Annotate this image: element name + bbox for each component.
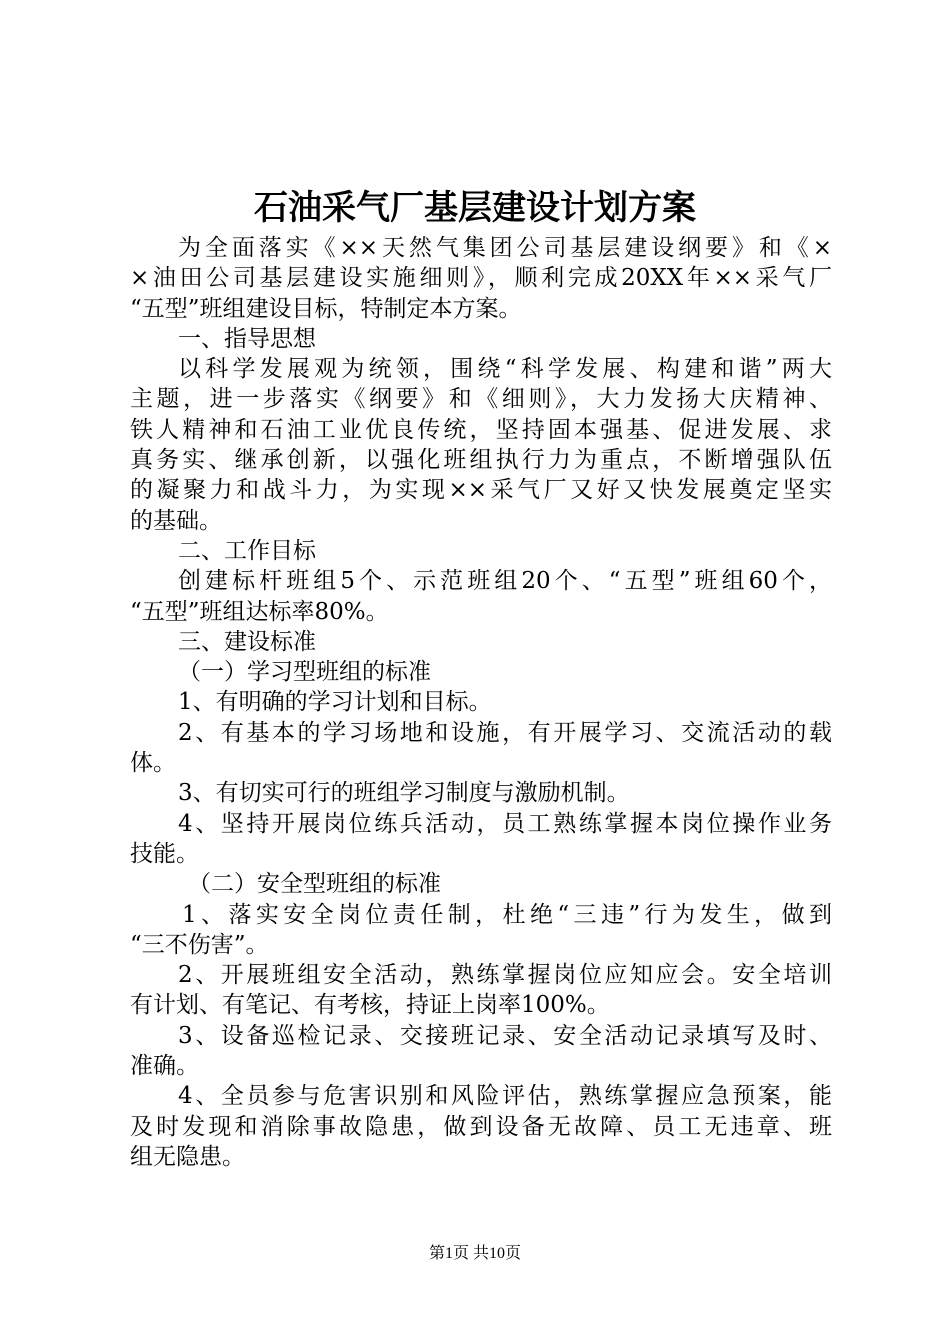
text-line: “五型”班组达标率80%。: [130, 598, 389, 625]
list-item: 4、全员参与危害识别和风险评估，熟练掌握应急预案，能: [178, 1083, 832, 1110]
page-footer: 第1页 共10页: [428, 1245, 521, 1262]
list-item: 3、设备巡检记录、交接班记录、安全活动记录填写及时、: [178, 1022, 832, 1049]
list-item: 2、有基本的学习场地和设施，有开展学习、交流活动的载: [178, 719, 832, 746]
text-line: “五型”班组建设目标，特制定本方案。: [130, 295, 522, 322]
text-line: 为全面落实《××天然气集团公司基层建设纲要》和《×: [178, 235, 832, 261]
text-line: 组无隐患。: [130, 1143, 245, 1170]
section-heading: 一、指导思想: [178, 325, 316, 352]
text-line: 体。: [130, 750, 176, 777]
section-heading: 二、工作目标: [178, 537, 316, 564]
text-line: 创建标杆班组5个、示范班组20个、“五型”班组60个，: [178, 568, 832, 595]
document-body: [130, 233, 832, 1172]
text-line: 真务实、继承创新，以强化班组执行力为重点，不断增强队伍: [130, 447, 832, 474]
document-title: 石油采气厂基层建设计划方案: [254, 188, 696, 228]
text-line: 准确。: [130, 1053, 199, 1080]
text-line: 铁人精神和石油工业优良传统，坚持固本强基、促进发展、求: [130, 416, 832, 443]
text-line: 技能。: [130, 840, 199, 867]
text-line: 有计划、有笔记、有考核，持证上岗率100%。: [130, 992, 610, 1019]
subsection-heading: （一）学习型班组的标准: [178, 659, 431, 686]
list-item: 4、坚持开展岗位练兵活动，员工熟练掌握本岗位操作业务: [178, 810, 832, 837]
text-line: 的凝聚力和战斗力，为实现××采气厂又好又快发展奠定坚实: [130, 477, 832, 504]
list-item: 1、落实安全岗位责任制，杜绝“三违”行为发生，做到: [182, 901, 832, 928]
section-heading: 三、建设标准: [178, 628, 316, 655]
text-line: 及时发现和消除事故隐患，做到设备无故障、员工无违章、班: [130, 1113, 832, 1140]
list-item: 2、开展班组安全活动，熟练掌握岗位应知应会。安全培训: [178, 962, 832, 989]
text-line: ×油田公司基层建设实施细则》，顺利完成20XX年××采气厂: [130, 265, 832, 292]
text-line: 主题，进一步落实《纲要》和《细则》，大力发扬大庆精神、: [130, 386, 832, 413]
list-item: 1、有明确的学习计划和目标。: [178, 689, 492, 716]
text-line: 的基础。: [130, 507, 222, 534]
subsection-heading: （二）安全型班组的标准: [188, 871, 441, 898]
text-line: 以科学发展观为统领，围绕“科学发展、构建和谐”两大: [178, 356, 832, 383]
text-line: “三不伤害”。: [130, 931, 269, 958]
list-item: 3、有切实可行的班组学习制度与激励机制。: [178, 780, 630, 807]
